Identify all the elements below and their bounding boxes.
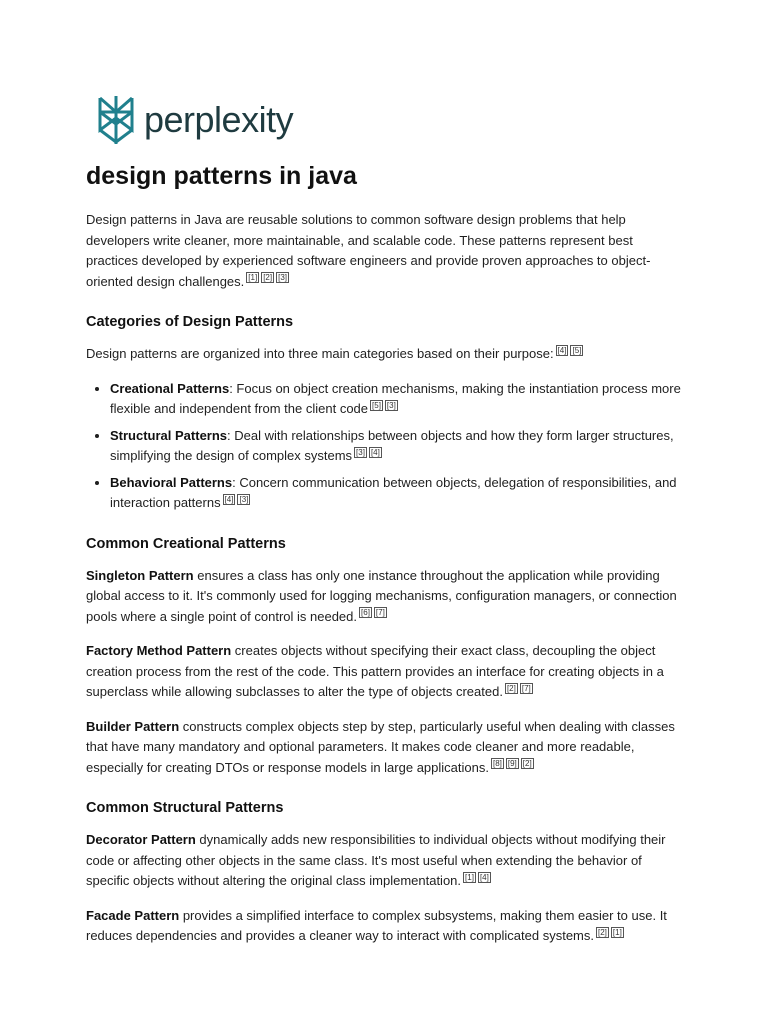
list-item [110,473,686,514]
citation-link[interactable]: [2] [263,273,273,283]
citation-link[interactable]: [7] [375,608,385,618]
categories-list [86,379,686,514]
citation-link[interactable]: [4] [557,345,567,355]
citation-link[interactable]: [3] [239,494,249,504]
citation-link[interactable]: [7] [521,683,531,693]
brand-wordmark: perplexity [144,99,294,140]
categories-lead-text: Design patterns are organized into three main categories based on their purpose: [86,346,554,361]
citation-link[interactable]: [6] [361,608,370,618]
citation-link[interactable]: [4] [224,494,234,504]
list-item [110,426,686,467]
citation-link[interactable]: [2] [598,927,607,937]
paragraph-decorator [86,830,686,892]
list-item-term: Behavioral Patterns [110,474,233,490]
citation-link[interactable]: [1] [248,273,258,283]
pattern-text: dynamically adds new responsibilities to individual objects without modifying their code or affecting other objects in the same class. It's most useful when extending the behavior of specific objects without altering the original class implementation. [86,832,666,888]
paragraph-singleton [86,566,686,628]
citation-link[interactable]: [2] [522,759,532,769]
list-item-text: : Deal with relationships between objects and how they form larger structures, simplifying the design of complex systems [110,427,674,463]
intro-text: Design patterns in Java are reusable solutions to common software design problems that help developers write cleaner, more maintainable, and scalable code. These patterns represent best practices developed by experienced software engineers and provide proven approaches to object-oriented design challenges. [86,212,651,289]
citation-link[interactable]: [1] [612,927,622,937]
section-heading-categories: Categories of Design Patterns [86,314,294,330]
citation-link[interactable]: [3] [278,273,287,283]
section-heading-creational: Common Creational Patterns [86,535,286,552]
pattern-text: provides a simplified interface to complex subsystems, making them easier to use. It reduces dependencies and provides a cleaner way to interact with complicated systems. [86,907,667,943]
citation-link[interactable]: [8] [492,759,502,769]
pattern-term: Singleton Pattern [86,567,194,583]
paragraph-facade [86,906,686,947]
pattern-text: ensures a class has only one instance throughout the application while providing global access to it. It's commonly used for logging mechanisms, configuration managers, or connection pools where a single point of control is needed. [86,567,677,624]
pattern-text: constructs complex objects step by step, particularly useful when dealing with classes that have many mandatory and optional parameters. It makes code cleaner and more readable, especially for creating DTOs or response models in large applications. [86,718,675,775]
citation-link[interactable]: [1] [465,872,474,882]
citation-link[interactable]: [5] [372,400,381,410]
brand-logo[interactable] [94,94,293,146]
citation-link[interactable]: [5] [572,345,582,355]
pattern-term: Decorator Pattern [86,832,196,847]
paragraph-builder [86,717,686,779]
citation-link[interactable]: [9] [507,759,517,769]
citation-link[interactable]: [4] [370,447,380,457]
categories-lead [86,344,686,365]
list-item-text: : Concern communication between objects, delegation of responsibilities, and interaction patterns [110,474,677,510]
citation-link[interactable]: [3] [356,447,365,457]
list-item-term: Creational Patterns [110,380,230,396]
citation-link[interactable]: [2] [506,683,516,693]
list-item-term: Structural Patterns [110,427,228,443]
list-item-text: : Focus on object creation mechanisms, making the instantiation process more flexible and independent from the client code [110,380,681,416]
citation-link[interactable]: [3] [386,400,396,410]
perplexity-logo-icon [94,94,138,146]
intro-paragraph [86,210,686,292]
pattern-term: Builder Pattern [86,718,180,734]
paragraph-factory-method [86,641,686,703]
section-heading-structural: Common Structural Patterns [86,800,284,816]
pattern-term: Factory Method Pattern [86,643,232,658]
page-title: design patterns in java [86,162,357,190]
pattern-term: Facade Pattern [86,907,180,923]
citation-link[interactable]: [4] [479,872,489,882]
pattern-text: creates objects without specifying their exact class, decoupling the object creation process from the rest of the code. This pattern provides an interface for creating objects in a superclass while allowing subclasses to alter the type of objects created. [86,643,664,699]
list-item [110,379,686,420]
article [86,160,686,961]
